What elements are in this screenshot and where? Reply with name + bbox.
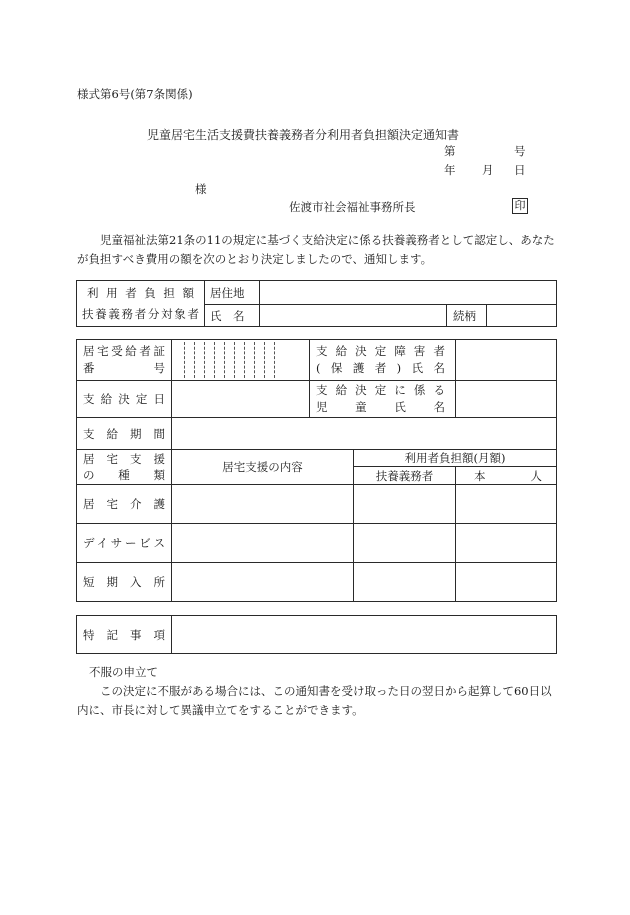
home-care-content[interactable] [172,484,354,523]
cert-label-line2: 番号 [83,361,165,376]
date-month: 月 [482,163,494,177]
recipient-sama: 様 [195,182,207,196]
kind-label-line1: 居宅支援 [83,451,165,466]
target-label-line2: 扶養義務者分対象者 [82,306,199,321]
remarks-label [77,616,172,654]
seal-mark [512,198,528,214]
disabled-person-value[interactable] [456,340,557,381]
child-label-line2: 児童氏名 [316,400,445,415]
home-care-obligor[interactable] [354,484,456,523]
remarks-table [76,615,557,654]
self-text: 本人 [474,468,542,483]
self-label [456,467,557,484]
short-stay-obligor[interactable] [354,563,456,602]
cert-number-label [77,340,172,381]
address-label: 居住地 [205,281,260,305]
child-label-line1: 支給決定に係る [316,383,445,398]
form-number: 様式第6号(第7条関係) [77,87,193,101]
relation-value[interactable] [487,305,557,327]
row-day-service-text: デイサービス [83,536,165,551]
doc-number-go: 号 [514,144,526,158]
short-stay-self[interactable] [456,563,557,602]
target-label-cell [77,281,205,327]
objection-text: この決定に不服がある場合には、この通知書を受け取った日の翌日から起算して60日以内に、市長に対して異議申立てをすることができます。 [77,684,552,717]
day-service-content[interactable] [172,524,354,563]
child-name-value[interactable] [456,381,557,417]
name-value[interactable] [260,305,447,327]
row-short-stay-text: 短期入所 [83,575,165,590]
target-label-line1: 利用者負担額 [87,285,194,300]
burden-label: 利用者負担額(月額) [354,450,557,467]
row-label-home-care [77,484,172,523]
obligor-label: 扶養義務者 [354,467,456,484]
remarks-text: 特記事項 [83,627,165,642]
document-title: 児童居宅生活支援費扶養義務者分利用者負担額決定通知書 [147,128,460,142]
disabled-label-line1: 支給決定障害者 [316,344,445,359]
decision-date-value[interactable] [172,381,310,417]
relation-label: 続柄 [447,305,487,327]
content-label: 居宅支援の内容 [172,450,354,484]
day-service-self[interactable] [456,524,557,563]
cert-number-boxes[interactable] [172,340,310,381]
child-name-label [310,381,456,417]
kind-label-line2: の種類 [83,467,165,482]
decision-date-text: 支給決定日 [83,392,165,407]
row-label-day-service [77,524,172,563]
remarks-value[interactable] [172,616,557,654]
service-table [76,339,557,602]
intro-paragraph: 児童福祉法第21条の11の規定に基づく支給決定に係る扶養義務者として認定し、あなたが負担すべき費用の額を次のとおり決定しましたので、通知します。 [77,233,555,266]
short-stay-content[interactable] [172,563,354,602]
disabled-label-line2: (保護者)氏名 [316,361,445,376]
kind-label [77,450,172,484]
target-person-table [76,280,557,327]
period-text: 支給期間 [83,426,165,441]
decision-date-label [77,381,172,417]
date-year: 年 [444,163,456,177]
row-home-care-text: 居宅介護 [83,496,165,511]
doc-number-dai: 第 [444,144,456,158]
row-label-short-stay [77,563,172,602]
seal-icon: 印 [512,198,528,214]
period-label [77,417,172,449]
disabled-person-label [310,340,456,381]
period-value[interactable] [172,417,557,449]
issuer-name: 佐渡市社会福祉事務所長 [289,200,416,214]
date-day: 日 [514,163,526,177]
cert-label-line1: 居宅受給者証 [83,344,165,359]
address-value[interactable] [260,281,557,305]
name-label: 氏 名 [205,305,260,327]
home-care-self[interactable] [456,484,557,523]
day-service-obligor[interactable] [354,524,456,563]
objection-title: 不服の申立て [89,665,158,679]
